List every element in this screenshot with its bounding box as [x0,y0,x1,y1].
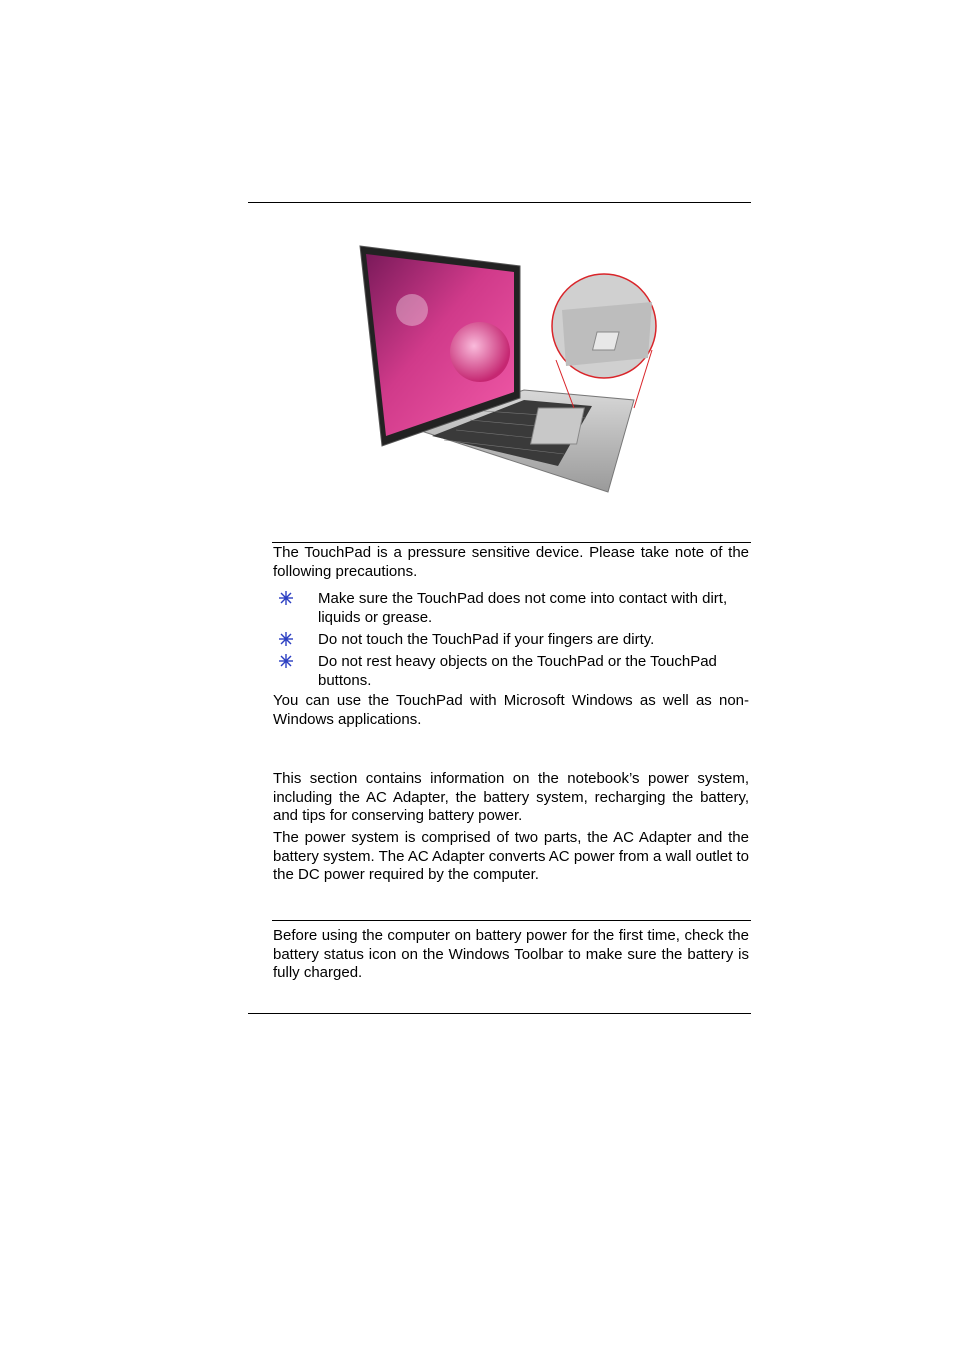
touchpad-area [531,408,585,444]
touchpad-intro: The TouchPad is a pressure sensitive device. Please take note of the following precautions. [273,544,749,580]
power-system-parts: The power system is comprised of two parts, the AC Adapter and the battery system. The AC Adapter converts AC power from a wall outlet to the DC power required by the computer. [273,829,749,884]
snowflake-bullet-icon [278,590,294,606]
snowflake-bullet-icon [278,653,294,669]
section1-rule [272,542,751,543]
battery-check-note: Before using the computer on battery power for the first time, check the battery status icon on the Windows Toolbar to make sure the battery is fully charged. [273,927,749,982]
top-rule [248,202,751,203]
section3-rule [272,920,751,921]
power-system-intro: This section contains information on the notebook’s power system, including the AC Adapter, the battery system, recharging the battery, and tips for conserving battery power. [273,770,749,825]
precaution-text: Make sure the TouchPad does not come into contact with dirt, liquids or grease. [318,590,728,626]
precaution-text: Do not rest heavy objects on the TouchPad or the TouchPad buttons. [318,653,717,689]
bottom-rule [248,1013,751,1014]
laptop-touchpad-illustration [352,240,662,498]
windows-note: You can use the TouchPad with Microsoft Windows as well as non-Windows applications. [273,692,749,728]
precaution-text: Do not touch the TouchPad if your fingers are dirty. [318,631,655,648]
snowflake-bullet-icon [278,631,294,647]
